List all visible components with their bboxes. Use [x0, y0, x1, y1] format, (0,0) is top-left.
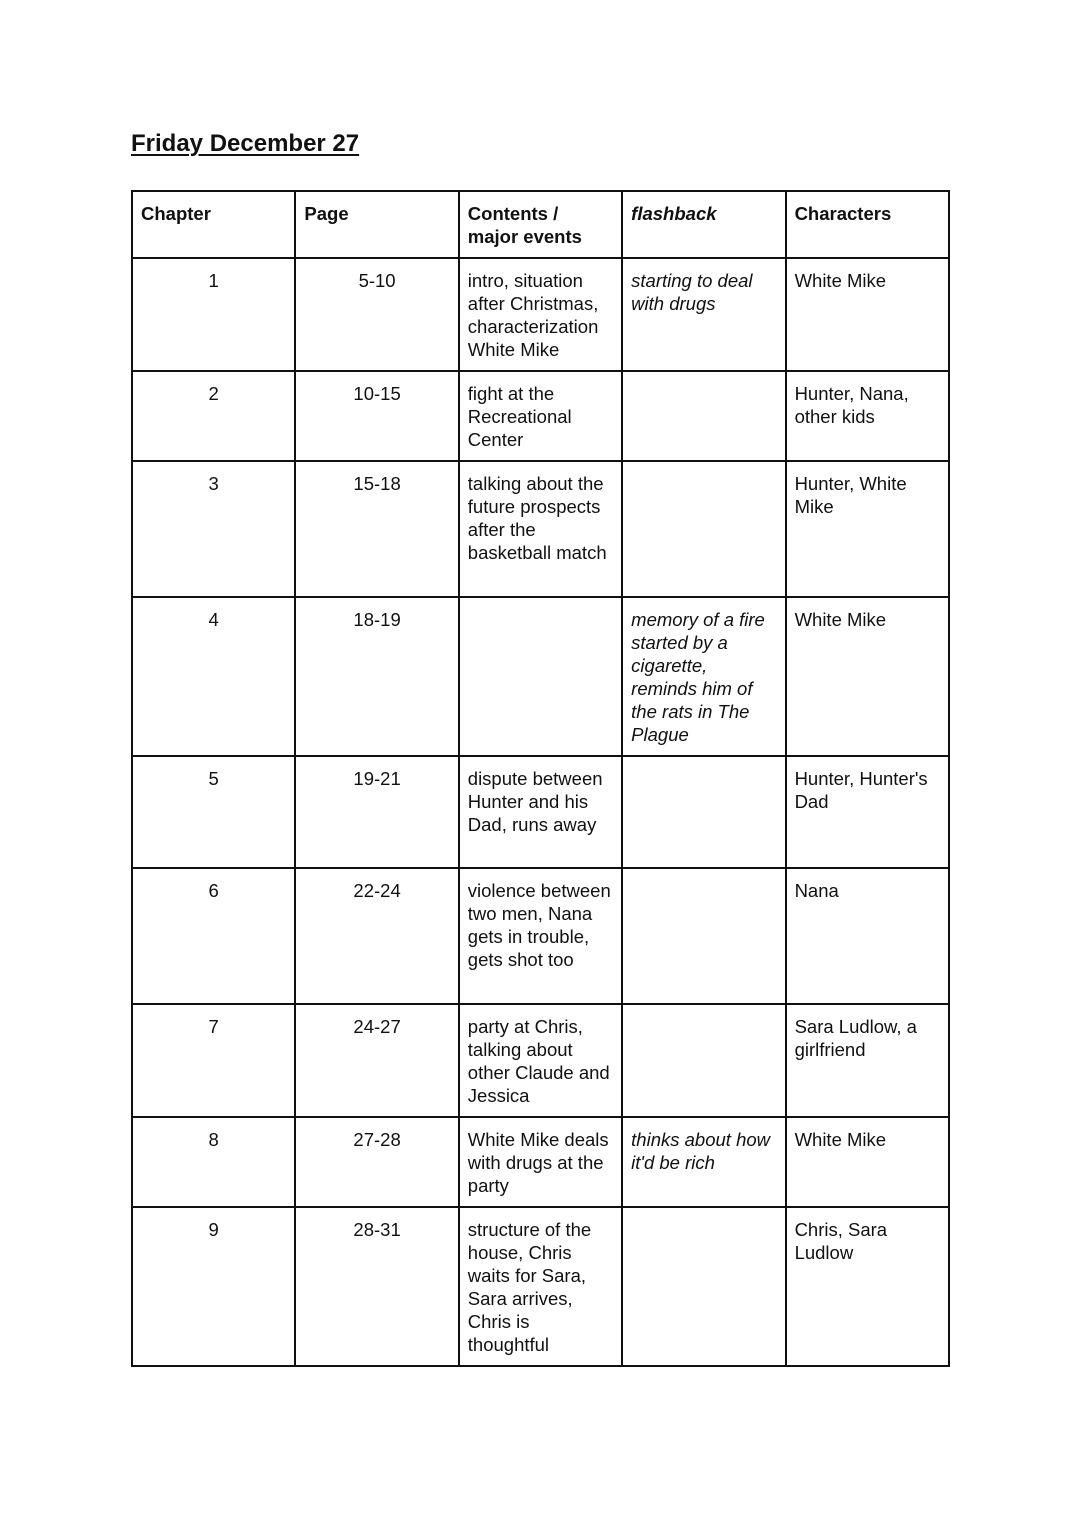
cell-flashback	[622, 868, 785, 1004]
header-characters: Characters	[786, 191, 949, 258]
cell-flashback	[622, 461, 785, 597]
table-row	[132, 756, 949, 868]
cell-characters: White Mike	[786, 258, 949, 371]
header-chapter: Chapter	[132, 191, 295, 258]
cell-page: 27-28	[295, 1117, 458, 1207]
cell-contents: fight at the Recreational Center	[459, 371, 622, 461]
cell-page: 18-19	[295, 597, 458, 756]
cell-flashback	[622, 1004, 785, 1117]
cell-contents: violence between two men, Nana gets in trouble, gets shot too	[459, 868, 622, 1004]
header-flashback: flashback	[622, 191, 785, 258]
cell-chapter: 2	[132, 371, 295, 461]
cell-page: 28-31	[295, 1207, 458, 1366]
cell-page: 5-10	[295, 258, 458, 371]
cell-characters: Hunter, Nana, other kids	[786, 371, 949, 461]
cell-flashback: thinks about how it'd be rich	[622, 1117, 785, 1207]
table-header-row	[132, 191, 949, 258]
cell-characters: Hunter, Hunter's Dad	[786, 756, 949, 868]
cell-flashback: starting to deal with drugs	[622, 258, 785, 371]
table-row	[132, 1207, 949, 1366]
cell-contents: dispute between Hunter and his Dad, runs away	[459, 756, 622, 868]
cell-contents	[459, 597, 622, 756]
cell-page: 22-24	[295, 868, 458, 1004]
cell-chapter: 4	[132, 597, 295, 756]
cell-chapter: 3	[132, 461, 295, 597]
cell-flashback: memory of a fire started by a cigarette, reminds him of the rats in The Plague	[622, 597, 785, 756]
table-row	[132, 461, 949, 597]
chapter-table	[131, 190, 950, 1367]
cell-contents: intro, situation after Christmas, characterization White Mike	[459, 258, 622, 371]
cell-chapter: 5	[132, 756, 295, 868]
cell-flashback	[622, 1207, 785, 1366]
cell-chapter: 6	[132, 868, 295, 1004]
cell-page: 15-18	[295, 461, 458, 597]
cell-chapter: 7	[132, 1004, 295, 1117]
header-page: Page	[295, 191, 458, 258]
cell-contents: structure of the house, Chris waits for Sara, Sara arrives, Chris is thoughtful	[459, 1207, 622, 1366]
cell-chapter: 9	[132, 1207, 295, 1366]
cell-characters: White Mike	[786, 597, 949, 756]
table-row	[132, 371, 949, 461]
cell-flashback	[622, 756, 785, 868]
table-row	[132, 1004, 949, 1117]
table-row	[132, 597, 949, 756]
cell-contents: party at Chris, talking about other Claude and Jessica	[459, 1004, 622, 1117]
cell-characters: Chris, Sara Ludlow	[786, 1207, 949, 1366]
table-row	[132, 1117, 949, 1207]
cell-characters: Sara Ludlow, a girlfriend	[786, 1004, 949, 1117]
cell-page: 19-21	[295, 756, 458, 868]
cell-flashback	[622, 371, 785, 461]
cell-characters: White Mike	[786, 1117, 949, 1207]
cell-page: 10-15	[295, 371, 458, 461]
page-title: Friday December 27	[131, 130, 360, 157]
table-row	[132, 258, 949, 371]
cell-characters: Nana	[786, 868, 949, 1004]
cell-page: 24-27	[295, 1004, 458, 1117]
header-contents: Contents / major events	[459, 191, 622, 258]
cell-contents: White Mike deals with drugs at the party	[459, 1117, 622, 1207]
cell-chapter: 1	[132, 258, 295, 371]
cell-chapter: 8	[132, 1117, 295, 1207]
cell-contents: talking about the future prospects after the basketball match	[459, 461, 622, 597]
table-row	[132, 868, 949, 1004]
cell-characters: Hunter, White Mike	[786, 461, 949, 597]
